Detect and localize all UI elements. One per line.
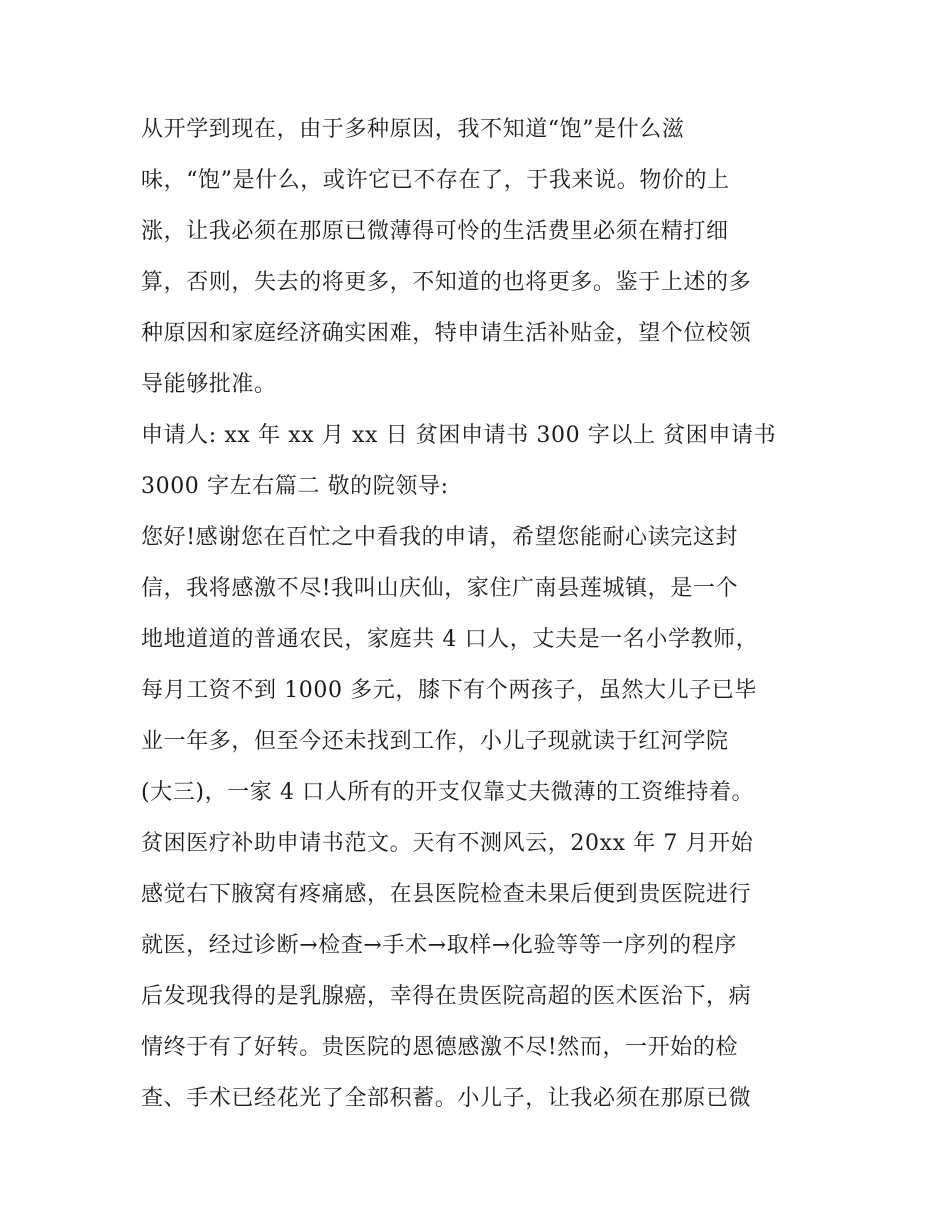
text-line: 算，否则，失去的将更多，不知道的也将更多。鉴于上述的多: [141, 270, 752, 295]
text-line: 从开学到现在，由于多种原因，我不知道“饱”是什么滋: [141, 117, 685, 142]
text-line: 感觉右下腋窝有疼痛感，在县医院检查未果后便到贵医院进行: [141, 882, 752, 907]
text-line: 就医，经过诊断→检查→手术→取样→化验等等一序列的程序: [141, 933, 737, 958]
text-line: 地地道道的普通农民，家庭共 4 口人，丈夫是一名小学教师，: [141, 627, 759, 652]
text-line: 情终于有了好转。贵医院的恩德感激不尽!然而，一开始的检: [141, 1035, 739, 1060]
text-line: 每月工资不到 1000 多元，膝下有个两孩子，虽然大儿子已毕: [141, 678, 757, 703]
text-line: 导能够批准。: [141, 372, 277, 397]
text-line: 查、手术已经花光了全部积蓄。小儿子，让我必须在那原已微: [141, 1086, 752, 1111]
text-line: 味，“饱”是什么，或许它已不存在了，于我来说。物价的上: [141, 168, 730, 193]
text-line: 涨，让我必须在那原已微薄得可怜的生活费里必须在精打细: [141, 219, 729, 244]
text-line: 信，我将感激不尽!我叫山庆仙，家住广南县莲城镇，是一个: [141, 576, 739, 601]
text-line: 种原因和家庭经济确实困难，特申请生活补贴金，望个位校领: [141, 321, 752, 346]
text-line: 申请人: xx 年 xx 月 xx 日 贫困申请书 300 字以上 贫困申请书: [141, 423, 777, 448]
text-line: 贫困医疗补助申请书范文。天有不测风云，20xx 年 7 月开始: [141, 831, 754, 856]
text-line: 您好!感谢您在百忙之中看我的申请，希望您能耐心读完这封: [141, 525, 739, 550]
document-body: [141, 110, 821, 1130]
text-line: 3000 字左右篇二 敬的院领导:: [141, 474, 449, 499]
text-line: (大三)，一家 4 口人所有的开支仅靠丈夫微薄的工资维持着。: [141, 780, 755, 805]
text-line: 后发现我得的是乳腺癌，幸得在贵医院高超的医术医治下，病: [141, 984, 752, 1009]
text-line: 业一年多，但至今还未找到工作，小儿子现就读于红河学院: [141, 729, 729, 754]
